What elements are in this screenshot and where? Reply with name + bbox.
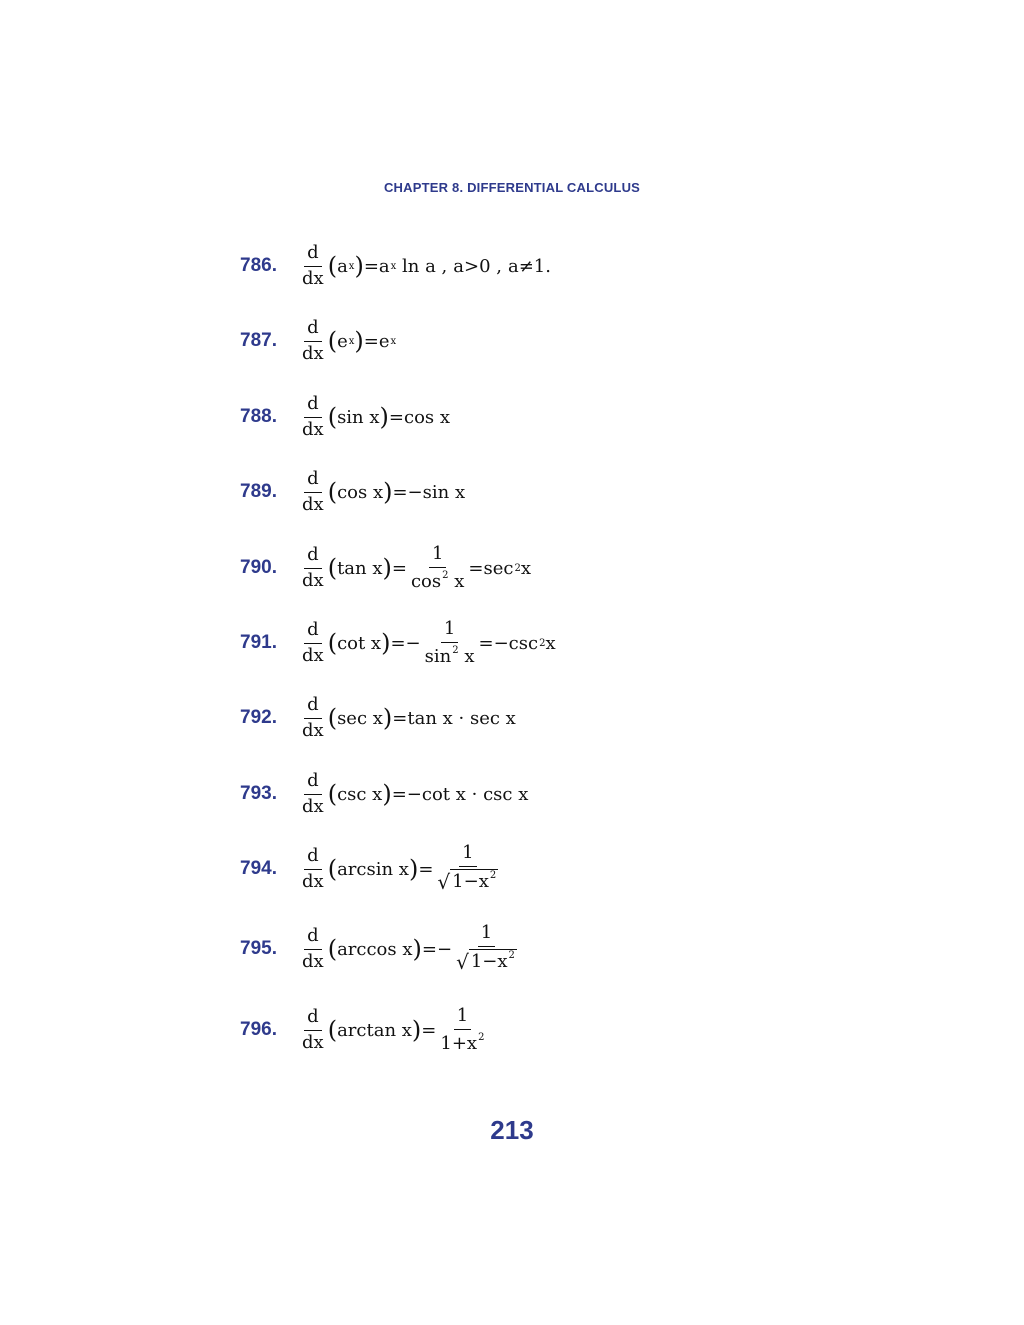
formula-789 [240, 462, 840, 522]
formula-number: 796. [240, 1019, 277, 1040]
formula-math: $\frac{d}{dx}$ ( arctan x ) = $\frac{1}{1+x^2}$ [302, 1004, 485, 1054]
formula-790 [240, 538, 840, 598]
formula-number: 789. [240, 481, 277, 502]
formula-number: 790. [240, 557, 277, 578]
formula-math: $\frac{d}{dx}$ ( csc x ) =−cot x · csc x [302, 769, 529, 817]
formula-number: 786. [240, 255, 277, 276]
formula-791 [240, 613, 840, 673]
formula-number: 795. [240, 938, 277, 959]
chapter-header: CHAPTER 8. DIFFERENTIAL CALCULUS [383, 180, 641, 195]
formula-math: $\frac{d}{dx}$ ( cos x ) =−sin x [302, 467, 466, 515]
formula-number: 794. [240, 858, 277, 879]
formula-math: $\frac{d}{dx}$ ( arcsin x ) = 1 √ $1-x^2$ [302, 842, 497, 895]
formula-number: 792. [240, 707, 277, 728]
page-number: 213 [490, 1115, 534, 1145]
formula-math: $\frac{d}{dx}$ ( sec x ) =tan x · sec x [302, 693, 516, 741]
formula-793 [240, 764, 840, 824]
formula-792 [240, 688, 840, 748]
formula-math: $\frac{d}{dx}$ ( cot x ) =− $\frac{1}{\sin^2 x}$ =−csc 2 x [302, 617, 556, 667]
formula-math: $\frac{d}{dx}$ ( tan x ) = $\frac{1}{\cos^2 x}$ =sec 2 x [302, 542, 531, 592]
formula-math: $\frac{d}{dx}$ ( e x ) =e x [302, 316, 397, 364]
formula-number: 787. [240, 330, 277, 351]
formula-796 [240, 1000, 840, 1060]
formula-795 [240, 919, 840, 979]
formula-786 [240, 236, 840, 296]
formula-787 [240, 311, 840, 371]
formula-math: $\frac{d}{dx}$ ( a x ) =a x ln a , a>0 , a≠1. [302, 241, 551, 289]
formula-788 [240, 387, 840, 447]
formula-794 [240, 839, 840, 899]
formula-math: $\frac{d}{dx}$ ( sin x ) =cos x [302, 392, 451, 440]
formula-number: 788. [240, 406, 277, 427]
formula-number: 791. [240, 632, 277, 653]
formula-number: 793. [240, 783, 277, 804]
formula-math: $\frac{d}{dx}$ ( arccos x ) =− 1 √ $1-x^2$ [302, 922, 515, 975]
